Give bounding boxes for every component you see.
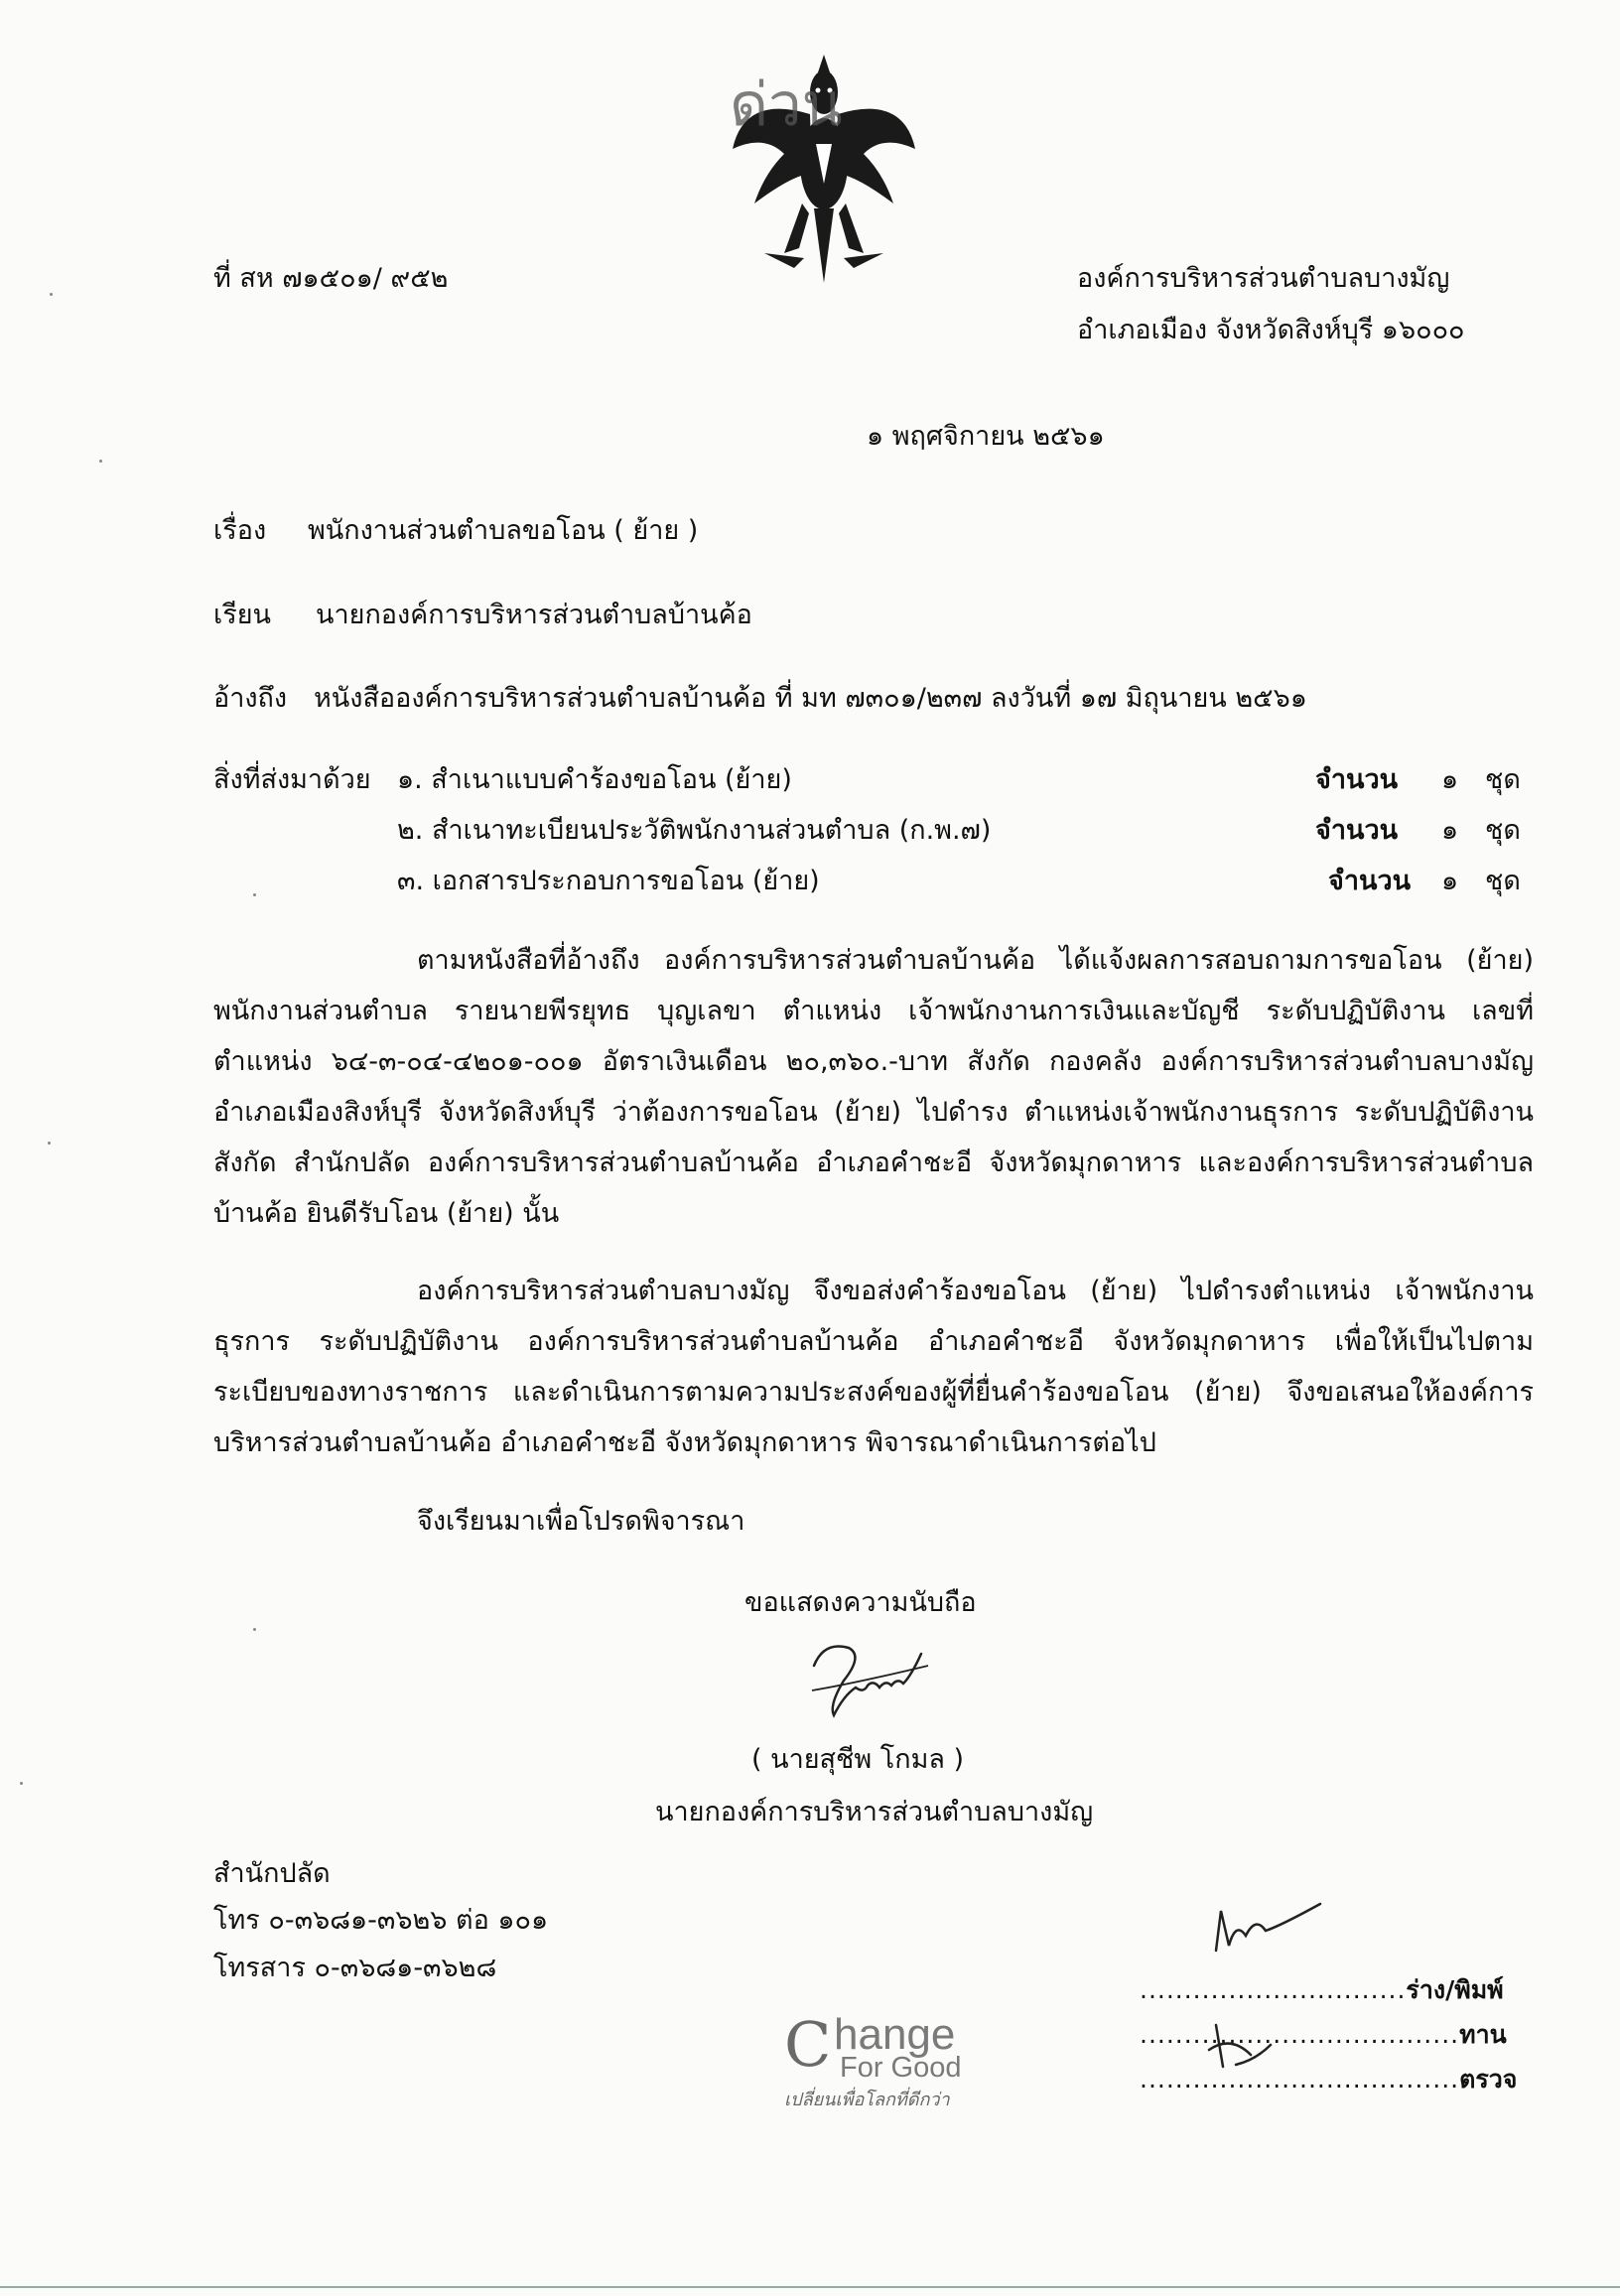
reference-number: ที่ สห ๗๑๕๐๑/ ๙๕๒ [213,263,449,294]
paragraph-line: ธุรการ ระดับปฏิบัติงาน องค์การบริหารส่วนตำบลบ้านค้อ อำเภอคำชะอี จังหวัดมุกดาหาร เพื่อให้เป็นไปตาม [213,1326,1534,1357]
reference-text: หนังสือองค์การบริหารส่วนตำบลบ้านค้อ ที่ มท ๗๓๐๑/๒๓๗ ลงวันที่ ๑๗ มิถุนายน ๒๕๖๑ [314,683,1307,714]
logo-change-text: hange [834,2010,956,2059]
enclosure-qty-label: จำนวน [1315,764,1399,795]
subject-label: เรื่อง [213,515,267,546]
reference-label: อ้างถึง [213,683,288,714]
scan-speck [253,1628,256,1631]
routing-label: ทาน [1459,2020,1507,2049]
closing-line: จึงเรียนมาเพื่อโปรดพิจารณา [417,1506,745,1537]
enclosure-qty: ๑ [1441,764,1459,795]
paragraph-line: ตามหนังสือที่อ้างถึง องค์การบริหารส่วนตำบลบ้านค้อ ได้แจ้งผลการสอบถามการขอโอน (ย้าย) [417,945,1534,976]
signatory-name: ( นายสุชีพ โกมล ) [751,1744,965,1775]
handwritten-signature-icon [794,1636,943,1730]
paragraph-line: บ้านค้อ ยินดีรับโอน (ย้าย) นั้น [213,1198,560,1229]
paragraph-line: อำเภอเมืองสิงห์บุรี จังหวัดสิงห์บุรี ว่าต้องการขอโอน (ย้าย) ไปดำรง ตำแหน่งเจ้าพนักงานธุรการ ระดับปฏิบัติงาน [213,1097,1534,1128]
routing-row [1140,1970,1504,2010]
routing-row [1140,2060,1517,2099]
subject-text: พนักงานส่วนตำบลขอโอน ( ย้าย ) [308,515,699,546]
initial-signature-icon [1201,1896,1330,1965]
enclosure-qty: ๑ [1441,815,1459,846]
paragraph-line: สังกัด สำนักปลัด องค์การบริหารส่วนตำบลบ้านค้อ อำเภอคำชะอี จังหวัดมุกดาหาร และองค์การบริหารส่วนตำบล [213,1148,1534,1178]
routing-label: ร่าง/พิมพ์ [1406,1975,1504,2004]
logo-c-letter: C [784,2008,832,2081]
enclosure-unit: ชุด [1485,764,1521,795]
body-paragraph-1 [213,935,1534,1239]
logo-thai-tagline: เปลี่ยนเพื่อโลกที่ดีกว่า [784,2090,950,2110]
phone-number: โทร ๐-๓๖๘๑-๓๖๒๖ ต่อ ๑๐๑ [213,1905,549,1936]
enclosure-unit: ชุด [1485,815,1521,846]
scan-edge-line [0,2286,1620,2288]
to-label: เรียน [213,600,272,630]
paragraph-line: ระเบียบของทางราชการ และดำเนินการตามความประสงค์ของผู้ที่ยื่นคำร้องขอโอน (ย้าย) จึงขอเสนอให้องค์การ [213,1377,1534,1408]
enclosure-item-text: ๑. สำเนาแบบคำร้องขอโอน (ย้าย) [397,764,792,795]
enclosure-unit: ชุด [1485,866,1521,896]
organization-name: องค์การบริหารส่วนตำบลบางมัญ [1077,263,1450,294]
paragraph-line: พนักงานส่วนตำบล รายนายพีรยุทธ บุญเลขา ตำแหน่ง เจ้าพนักงานการเงินและบัญชี ระดับปฏิบัติงาน เลขที่ [213,996,1534,1026]
enclosures-label: สิ่งที่ส่งมาด้วย [213,764,371,795]
body-paragraph-2 [213,1266,1534,1468]
logo-for-good-text: For Good [840,2052,962,2084]
regards-line: ขอแสดงความนับถือ [744,1587,977,1618]
paragraph-line: บริหารส่วนตำบลบ้านค้อ อำเภอคำชะอี จังหวัดมุกดาหาร พิจารณาดำเนินการต่อไป [213,1427,1156,1458]
routing-dots: .................................... [1140,2065,1460,2093]
office-name: สำนักปลัด [213,1858,331,1889]
enclosure-qty-label: จำนวน [1328,866,1412,896]
paragraph-line: องค์การบริหารส่วนตำบลบางมัญ จึงขอส่งคำร้องขอโอน (ย้าย) ไปดำรงตำแหน่ง เจ้าพนักงาน [417,1276,1534,1306]
enclosure-qty-label: จำนวน [1315,815,1399,846]
routing-dots: .................................... [1140,2020,1460,2049]
scan-speck [99,460,102,463]
signatory-position: นายกองค์การบริหารส่วนตำบลบางมัญ [655,1797,1094,1827]
letter-date: ๑ พฤศจิกายน ๒๕๖๑ [867,421,1105,452]
enclosure-item-text: ๒. สำเนาทะเบียนประวัติพนักงานส่วนตำบล (ก.พ.๗) [397,815,992,846]
scan-speck [253,893,256,896]
paragraph-line: ตำแหน่ง ๖๔-๓-๐๔-๔๒๐๑-๐๐๑ อัตราเงินเดือน ๒๐,๓๖๐.-บาท สังกัด กองคลัง องค์การบริหารส่วนตำบลบางมัญ [213,1046,1534,1077]
organization-address: อำเภอเมือง จังหวัดสิงห์บุรี ๑๖๐๐๐ [1077,315,1465,345]
fax-number: โทรสาร ๐-๓๖๘๑-๓๖๒๘ [213,1953,497,1983]
routing-row [1140,2015,1507,2055]
enclosure-qty: ๑ [1441,866,1459,896]
change-for-good-logo [784,2000,983,2109]
routing-dots: .............................. [1140,1975,1407,2004]
to-text: นายกองค์การบริหารส่วนตำบลบ้านค้อ [316,600,752,630]
scan-speck [20,1782,23,1785]
scan-speck [48,1142,51,1145]
enclosure-item-text: ๓. เอกสารประกอบการขอโอน (ย้าย) [397,866,820,896]
scan-speck [50,293,53,296]
routing-label: ตรวจ [1459,2065,1518,2093]
urgent-stamp: ด่วน [730,70,843,140]
